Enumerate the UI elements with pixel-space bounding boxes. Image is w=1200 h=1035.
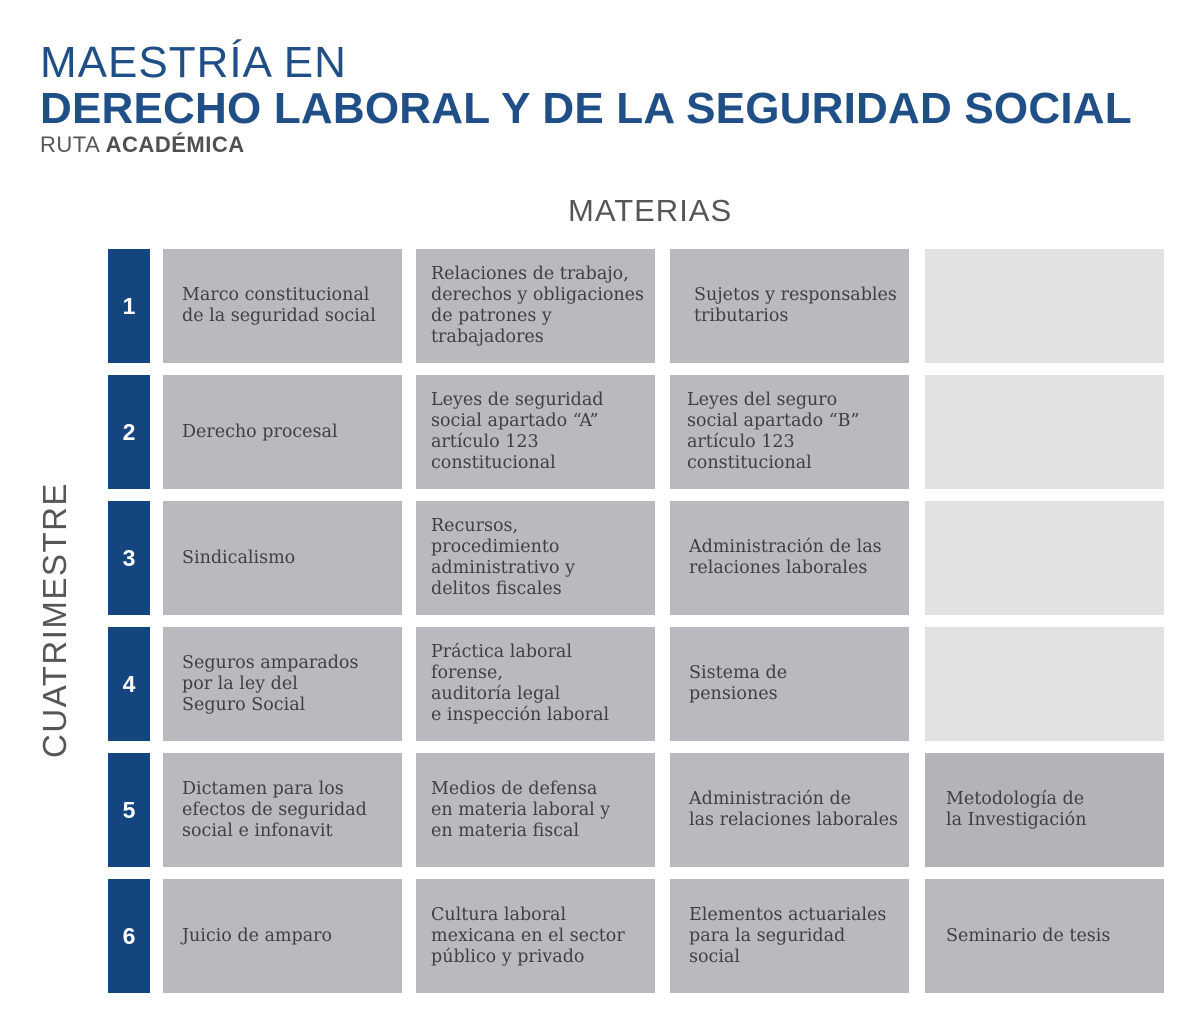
empty-cell [925,627,1164,741]
subject-text: Sistema de pensiones [689,663,788,704]
subtitle-bold: ACADÉMICA [105,132,245,157]
subject-cell [416,879,655,993]
subject-text: Marco constitucional de la seguridad social [182,285,376,326]
row-number-4: 4 [108,627,150,741]
subject-cell [163,627,402,741]
subject-cell [163,501,402,615]
subject-text: Derecho procesal [182,421,338,442]
subject-text: Seminario de tesis [946,925,1111,946]
subject-text: Medios de defensa en materia laboral y en materia fiscal [431,778,611,841]
subject-text: Administración de las relaciones laborales [689,789,898,830]
subject-cell [670,627,909,741]
subject-cell [670,249,909,363]
subject-text: Práctica laboral forense, auditoría legal e inspección laboral [431,642,610,725]
subject-text: Administración de las relaciones laborales [689,537,882,578]
subject-cell [670,879,909,993]
subject-cell [925,879,1164,993]
subject-cell [416,627,655,741]
subject-text: Leyes del seguro social apartado “B” artículo 123 constitucional [687,390,860,473]
row-number-3: 3 [108,501,150,615]
subject-text: Metodología de la Investigación [946,789,1087,830]
subject-text: Elementos actuariales para la seguridad social [689,904,887,967]
row-number-1: 1 [108,249,150,363]
subject-text: Sindicalismo [182,547,296,568]
title-line-1: MAESTRÍA EN [40,38,347,87]
subject-text: Leyes de seguridad social apartado “A” artículo 123 constitucional [431,390,604,473]
subject-text: Sujetos y responsables tributarios [694,285,897,326]
subject-cell [925,753,1164,867]
subject-cell [670,501,909,615]
empty-cell [925,249,1164,363]
subject-text: Recursos, procedimiento administrativo y delitos fiscales [431,516,576,599]
subject-text: Dictamen para los efectos de seguridad social e infonavit [182,778,367,841]
row-number-5: 5 [108,753,150,867]
subject-text: Cultura laboral mexicana en el sector público y privado [431,904,625,967]
subtitle [40,132,245,158]
subject-cell [670,375,909,489]
subject-cell [416,501,655,615]
subject-cell [163,753,402,867]
empty-cell [925,375,1164,489]
empty-cell [925,501,1164,615]
subject-cell [163,879,402,993]
subject-cell [163,375,402,489]
subject-text: Relaciones de trabajo, derechos y obligaciones de patrones y trabajadores [431,264,644,347]
title-line-2: DERECHO LABORAL Y DE LA SEGURIDAD SOCIAL [40,84,1132,133]
subject-cell [416,753,655,867]
subject-cell [416,249,655,363]
subject-cell [163,249,402,363]
row-header-cuatrimestre: CUATRIMESTRE [36,482,73,758]
subject-cell [670,753,909,867]
row-number-2: 2 [108,375,150,489]
column-header-materias: MATERIAS [568,193,733,228]
subject-cell [416,375,655,489]
subject-text: Juicio de amparo [182,925,333,946]
subtitle-prefix: RUTA [40,132,106,157]
subject-text: Seguros amparados por la ley del Seguro Social [182,652,359,715]
row-number-6: 6 [108,879,150,993]
